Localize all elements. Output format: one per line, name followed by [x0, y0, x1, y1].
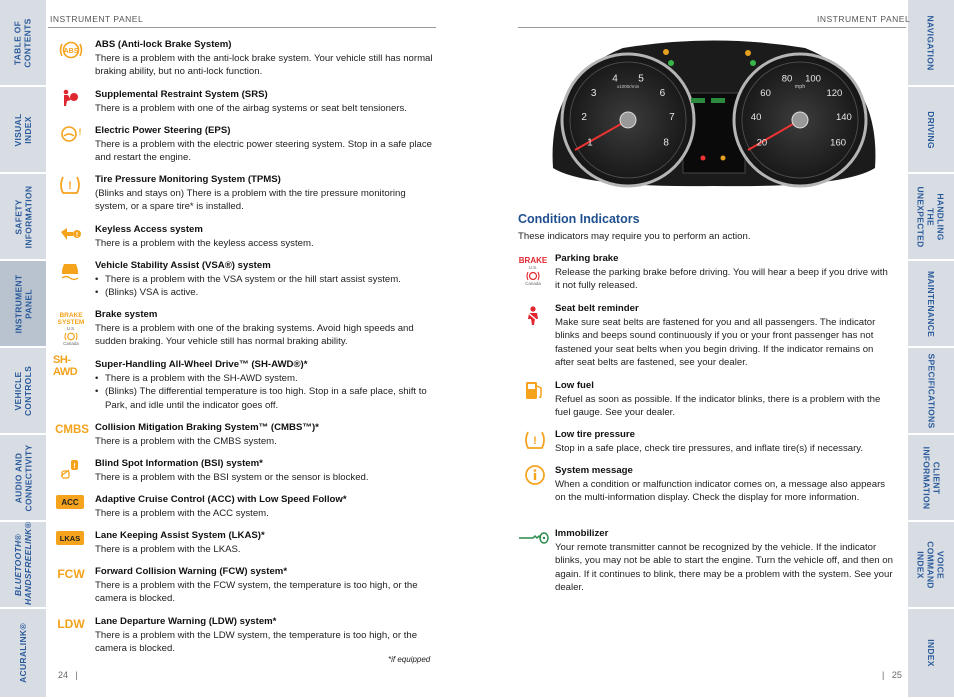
entry-title: Collision Mitigation Braking System™ (CMBS™)* — [95, 422, 319, 433]
entry-body: There is a problem with the CMBS system. — [95, 435, 277, 447]
entry-title: Blind Spot Information (BSI) system* — [95, 458, 263, 469]
entry-body: There is a problem with the ACC system. — [95, 507, 269, 519]
entry-bsi — [95, 457, 435, 484]
entry-title: System message — [555, 465, 633, 476]
low-fuel-icon — [524, 379, 544, 401]
entry-body: Make sure seat belts are fastened for you and all passengers. The indicator blinks and beeps sound continuously if you or your front passenger has not fastened your seat belts when you begin driving. If the indicator remains on after seat belts are fastened, see your dealer. — [555, 316, 876, 368]
brake-system-icon: BRAKE SYSTEM U.S. Canada — [57, 311, 85, 346]
entry-title: Vehicle Stability Assist (VSA®) system — [95, 260, 271, 271]
section-title: Condition Indicators — [518, 212, 640, 226]
srs-airbag-icon — [60, 88, 80, 108]
fcw-icon: FCW — [57, 567, 85, 581]
tachometer-numeral: 1 — [587, 137, 593, 149]
tab-visual-index[interactable]: VISUAL INDEX — [0, 87, 46, 174]
speedometer-numeral: 40 — [750, 112, 762, 123]
bullet-item: • (Blinks) VSA is active. — [95, 286, 435, 300]
entry-body: There is a problem with the LDW system, the temperature is too high, or the camera is blocked. — [95, 629, 418, 654]
tab-specifications[interactable]: SPECIFICATIONS — [908, 348, 954, 435]
entry-body: There is a problem with one of the braking systems. Avoid high speeds and sudden braking. Your vehicle still has normal braking ability. — [95, 322, 414, 347]
bullet-item: • There is a problem with the SH-AWD system. — [95, 372, 435, 386]
entry-body: There is a problem with the electric power steering system. Stop in a safe place and restart the engine. — [95, 138, 433, 163]
entry-acc — [95, 493, 435, 520]
entry-keyless — [95, 223, 435, 250]
tab-table-of-contents[interactable]: TABLE OF CONTENTS — [0, 0, 46, 87]
entry-fcw — [95, 565, 435, 606]
entry-seat-belt — [555, 302, 893, 370]
acc-icon: ACC — [56, 495, 84, 509]
low-tire-pressure-icon — [523, 429, 547, 451]
entry-low-tire-pressure — [555, 428, 893, 455]
tachometer-unit: x1000r/min — [616, 84, 640, 89]
entry-body: Your remote transmitter cannot be recognized by the vehicle. If the indicator blinks, you may not be able to start the engine. Turn the vehicle off, and then on again. If it continues to blink, there may be a problem with the system. See your dealer. — [555, 541, 893, 593]
bullet-item: • (Blinks) The differential temperature is too high. Stop in a safe place, shift to Park, and idle until the indicator goes off. — [95, 385, 435, 412]
entry-body: There is a problem with one of the airbag systems or seat belt tensioners. — [95, 102, 407, 114]
tpms-icon — [58, 174, 82, 196]
svg-text:!: ! — [68, 180, 72, 192]
tab-client-information[interactable]: CLIENT INFORMATION — [908, 435, 954, 522]
tab-instrument-panel[interactable]: INSTRUMENT PANEL — [0, 261, 46, 348]
header-rule-left — [48, 27, 436, 28]
seat-belt-icon — [522, 305, 544, 327]
entry-title: Low tire pressure — [555, 429, 635, 440]
entry-body: When a condition or malfunction indicator comes on, a message also appears on the multi-information display. Check the display for more information. — [555, 478, 886, 503]
svg-text:!: ! — [78, 127, 82, 137]
tachometer-numeral: 8 — [663, 137, 669, 149]
entry-bullets — [95, 372, 435, 413]
svg-text:!: ! — [75, 232, 79, 239]
system-message-icon — [524, 464, 546, 486]
entry-tpms — [95, 173, 435, 214]
tachometer-numeral: 3 — [590, 88, 597, 100]
header-rule-right — [518, 27, 906, 28]
entry-lkas — [95, 529, 435, 556]
entry-title: Brake system — [95, 309, 158, 320]
svg-text:ABS: ABS — [63, 48, 79, 55]
parking-brake-icon: BRAKE U.S. Canada — [518, 255, 548, 286]
tab-safety-information[interactable]: SAFETY INFORMATION — [0, 174, 46, 261]
entry-title: Lane Departure Warning (LDW) system* — [95, 616, 277, 627]
tab-index[interactable]: INDEX — [908, 609, 954, 699]
running-head-left: INSTRUMENT PANEL — [50, 14, 144, 24]
speedometer-numeral: 80 — [781, 73, 793, 85]
speedometer-numeral: 100 — [805, 73, 821, 85]
entry-brake-system — [95, 308, 435, 349]
section-intro: These indicators may require you to perform an action. — [518, 231, 751, 242]
entry-bullets — [95, 273, 435, 300]
abs-icon — [58, 40, 84, 60]
keyless-access-icon — [58, 224, 82, 244]
entry-title: Supplemental Restraint System (SRS) — [95, 89, 268, 100]
entry-sh-awd — [95, 358, 435, 412]
speedometer-numeral: 20 — [756, 137, 768, 149]
entry-vsa — [95, 259, 435, 300]
entry-abs — [95, 38, 435, 79]
entry-srs — [95, 88, 435, 115]
tab-navigation[interactable]: NAVIGATION — [908, 0, 954, 87]
tachometer-numeral: 7 — [669, 112, 675, 124]
ldw-icon: LDW — [57, 617, 85, 631]
vsa-icon — [59, 260, 81, 282]
speedometer-numeral: 140 — [835, 112, 852, 123]
page-number-right: | 25 — [882, 670, 902, 680]
entry-system-message — [555, 464, 893, 505]
entry-title: Parking brake — [555, 253, 619, 264]
entry-title: Low fuel — [555, 380, 594, 391]
entry-title: Seat belt reminder — [555, 303, 639, 314]
entry-body: There is a problem with the BSI system or the sensor is blocked. — [95, 471, 369, 483]
entry-body: There is a problem with the LKAS. — [95, 543, 241, 555]
sh-awd-icon: SH-AWD — [53, 354, 78, 378]
entry-title: Keyless Access system — [95, 224, 203, 235]
right-tab-strip — [908, 0, 954, 699]
entry-body: There is a problem with the anti-lock brake system. Your vehicle still has normal braking ability, but no anti-lock function. — [95, 52, 433, 77]
tachometer-numeral: 2 — [581, 112, 587, 124]
bullet-item: • There is a problem with the VSA system or the hill start assist system. — [95, 273, 435, 287]
entry-body: (Blinks and stays on) There is a problem with the tire pressure monitoring system, or a spare tire* is installed. — [95, 187, 406, 212]
tab-audio-and-connectivity[interactable]: AUDIO AND CONNECTIVITY — [0, 435, 46, 522]
entry-body: There is a problem with the FCW system, the temperature is too high, or the camera is blocked. — [95, 579, 418, 604]
entry-body: Stop in a safe place, check tire pressures, and inflate tire(s) if necessary. — [555, 442, 864, 454]
tachometer-numeral: 4 — [612, 73, 618, 85]
svg-text:!: ! — [73, 463, 76, 470]
tab-voice-command-index[interactable]: VOICE COMMAND INDEX — [908, 522, 954, 609]
tab-bluetooth-handsfreelink[interactable]: BLUETOOTH® HANDSFREELINK® — [0, 522, 46, 609]
entry-title: ABS (Anti-lock Brake System) — [95, 39, 232, 50]
entry-body: There is a problem with the keyless access system. — [95, 237, 314, 249]
entry-low-fuel — [555, 379, 893, 420]
cmbs-icon: CMBS — [55, 424, 89, 436]
bsi-icon — [59, 456, 83, 480]
tab-driving[interactable]: DRIVING — [908, 87, 954, 174]
speedometer-numeral: 60 — [760, 87, 771, 99]
entry-body: Release the parking brake before driving. You will hear a beep if you drive with it not fully released. — [555, 266, 888, 291]
tachometer-numeral: 6 — [659, 88, 666, 100]
entry-eps — [95, 124, 435, 165]
entry-title: Immobilizer — [555, 528, 609, 539]
entry-title: Lane Keeping Assist System (LKAS)* — [95, 530, 265, 541]
entry-title: Adaptive Cruise Control (ACC) with Low Speed Follow* — [95, 494, 347, 505]
lkas-icon: LKAS — [56, 531, 84, 545]
entry-immobilizer — [555, 527, 893, 595]
entry-title: Forward Collision Warning (FCW) system* — [95, 566, 288, 577]
tab-maintenance[interactable]: MAINTENANCE — [908, 261, 954, 348]
immobilizer-key-icon — [517, 530, 549, 546]
tab-acuralink[interactable]: ACURALINK® — [0, 609, 46, 699]
svg-text:!: ! — [533, 435, 537, 447]
speedometer-numeral: 160 — [830, 137, 847, 149]
entry-cmbs — [95, 421, 435, 448]
page-number-left: 24 | — [58, 670, 78, 680]
eps-steering-icon — [59, 124, 81, 144]
tab-handling-the-unexpected[interactable]: HANDLING THE UNEXPECTED — [908, 174, 954, 261]
entry-title: Super-Handling All-Wheel Drive™ (SH-AWD®)* — [95, 359, 308, 370]
entry-parking-brake — [555, 252, 893, 293]
tachometer-numeral: 5 — [638, 73, 644, 85]
speedometer-numeral: 120 — [826, 87, 843, 99]
tab-vehicle-controls[interactable]: VEHICLE CONTROLS — [0, 348, 46, 435]
running-head-right: INSTRUMENT PANEL — [817, 14, 911, 24]
entry-title: Electric Power Steering (EPS) — [95, 125, 231, 136]
footnote: *if equipped — [388, 655, 431, 664]
left-tab-strip — [0, 0, 46, 699]
entry-body: Refuel as soon as possible. If the indicator blinks, there is a problem with the fuel gauge. See your dealer. — [555, 393, 881, 418]
entry-title: Tire Pressure Monitoring System (TPMS) — [95, 174, 281, 185]
speedometer-unit: mph — [794, 84, 806, 90]
instrument-cluster-image — [543, 38, 885, 188]
entry-ldw — [95, 615, 435, 656]
